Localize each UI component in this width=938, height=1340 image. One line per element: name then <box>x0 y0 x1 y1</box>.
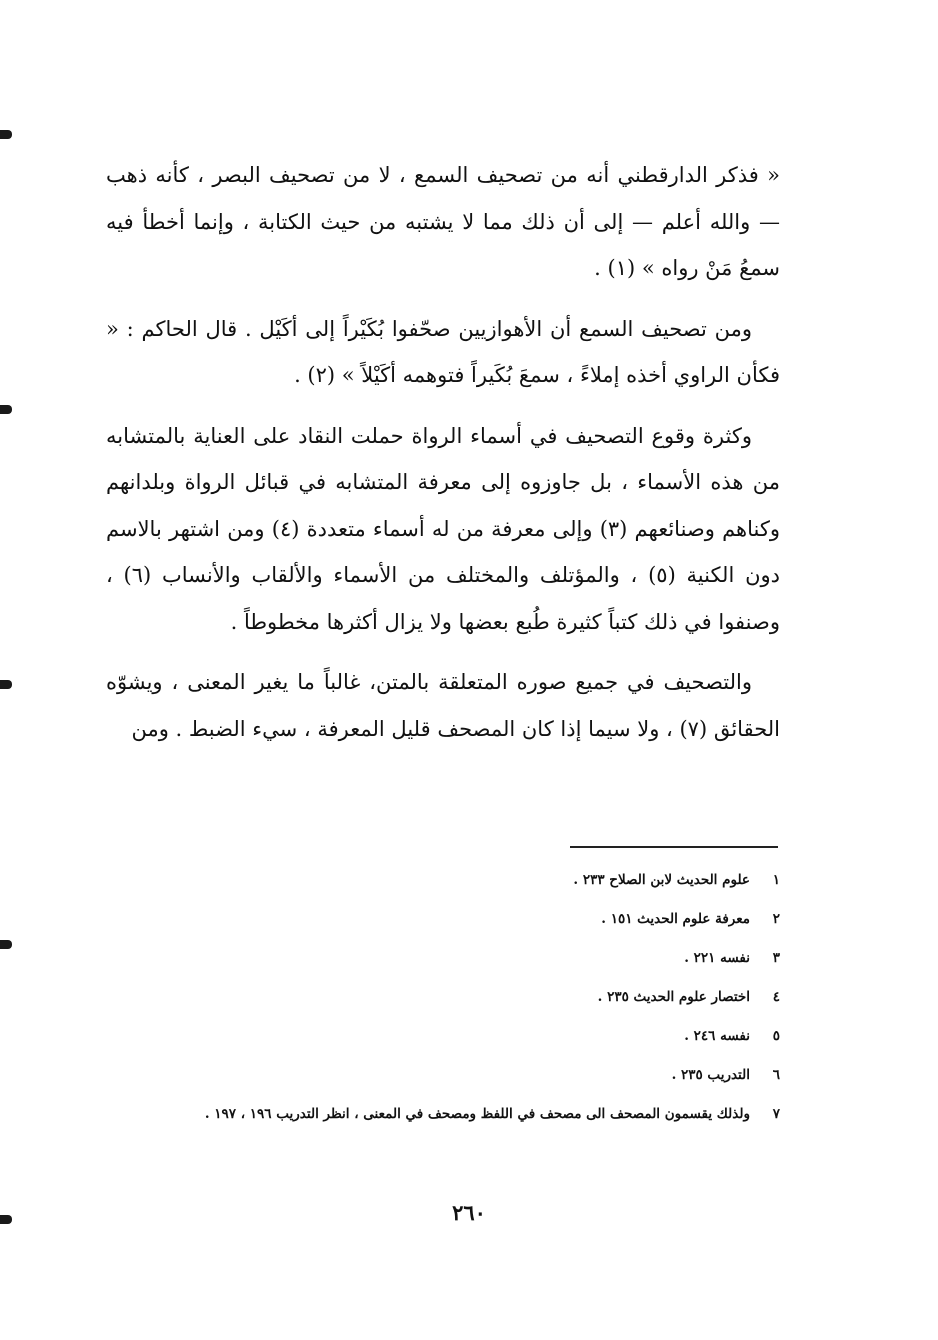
binding-mark <box>0 680 12 689</box>
binding-mark <box>0 130 12 139</box>
footnote-4 <box>106 985 780 1010</box>
paragraph-3: وكثرة وقوع التصحيف في أسماء الرواة حملت النقاد على العناية بالمتشابه من هذه الأسماء ، بل جاوزوه إلى معرفة المتشابه في قبائل الرواة وبلدانهم وكناهم وصنائعهم (٣) وإلى معرفة من له أسماء متعددة (٤) ومن اشتهر بالاسم دون الكنية (٥) ، والمؤتلف والمختلف من الأسماء والألقاب والأنساب (٦) ، وصنفوا في ذلك كتباً كثيرة طُبع بعضها ولا يزال أكثرها مخطوطاً . <box>106 423 780 634</box>
paragraph-2: ومن تصحيف السمع أن الأهوازيين صحّفوا بُكَيْراً إلى أكَيْل . قال الحاكم : « فكأن الراوي أخذه إملاءً ، سمعَ بُكَيراً فتوهمه أكَيْلاً » (٢) . <box>106 316 780 387</box>
paragraph-4: والتصحيف في جميع صوره المتعلقة بالمتن، غالباً ما يغير المعنى ، ويشوّه الحقائق (٧) ، ولا سيما إذا كان المصحف قليل المعرفة ، سيء الضبط . ومن <box>106 670 780 741</box>
body-text <box>106 152 780 752</box>
footnote-text: معرفة علوم الحديث ١٥١ . <box>601 911 750 927</box>
footnote-text: علوم الحديث لابن الصلاح ٢٣٣ . <box>573 872 750 888</box>
footnote-number: ٧ <box>772 1106 780 1122</box>
footnote-number: ٦ <box>772 1067 780 1083</box>
footnote-text: نفسه ٢٢١ . <box>684 950 750 966</box>
footnotes-list <box>106 868 780 1141</box>
page-number: ٢٦٠ <box>452 1200 486 1225</box>
footnote-text: التدريب ٢٣٥ . <box>671 1067 750 1083</box>
footnote-number: ٣ <box>772 950 780 966</box>
footnote-text: اختصار علوم الحديث ٢٣٥ . <box>597 989 750 1005</box>
footnote-text: نفسه ٢٤٦ . <box>684 1028 750 1044</box>
footnote-7 <box>106 1102 780 1127</box>
footnote-1 <box>106 868 780 893</box>
footnote-separator <box>570 846 778 848</box>
footnote-3 <box>106 946 780 971</box>
footnote-2 <box>106 907 780 932</box>
footnote-text: ولذلك يقسمون المصحف الى مصحف في اللفظ ومصحف في المعنى ، انظر التدريب ١٩٦ ، ١٩٧ . <box>204 1106 750 1122</box>
footnote-number: ٤ <box>772 989 780 1005</box>
footnote-6 <box>106 1063 780 1088</box>
paragraph-1: « فذكر الدارقطني أنه من تصحيف السمع ، لا من تصحيف البصر ، كأنه ذهب — والله أعلم — إلى أن ذلك مما لا يشتبه من حيث الكتابة ، وإنما أخطأ فيه سمعُ مَنْ رواه » (١) . <box>106 163 780 280</box>
footnote-number: ٢ <box>772 911 780 927</box>
binding-mark <box>0 405 12 414</box>
footnote-number: ١ <box>772 872 780 888</box>
footnote-5 <box>106 1024 780 1049</box>
footnote-number: ٥ <box>772 1028 780 1044</box>
binding-mark <box>0 940 12 949</box>
